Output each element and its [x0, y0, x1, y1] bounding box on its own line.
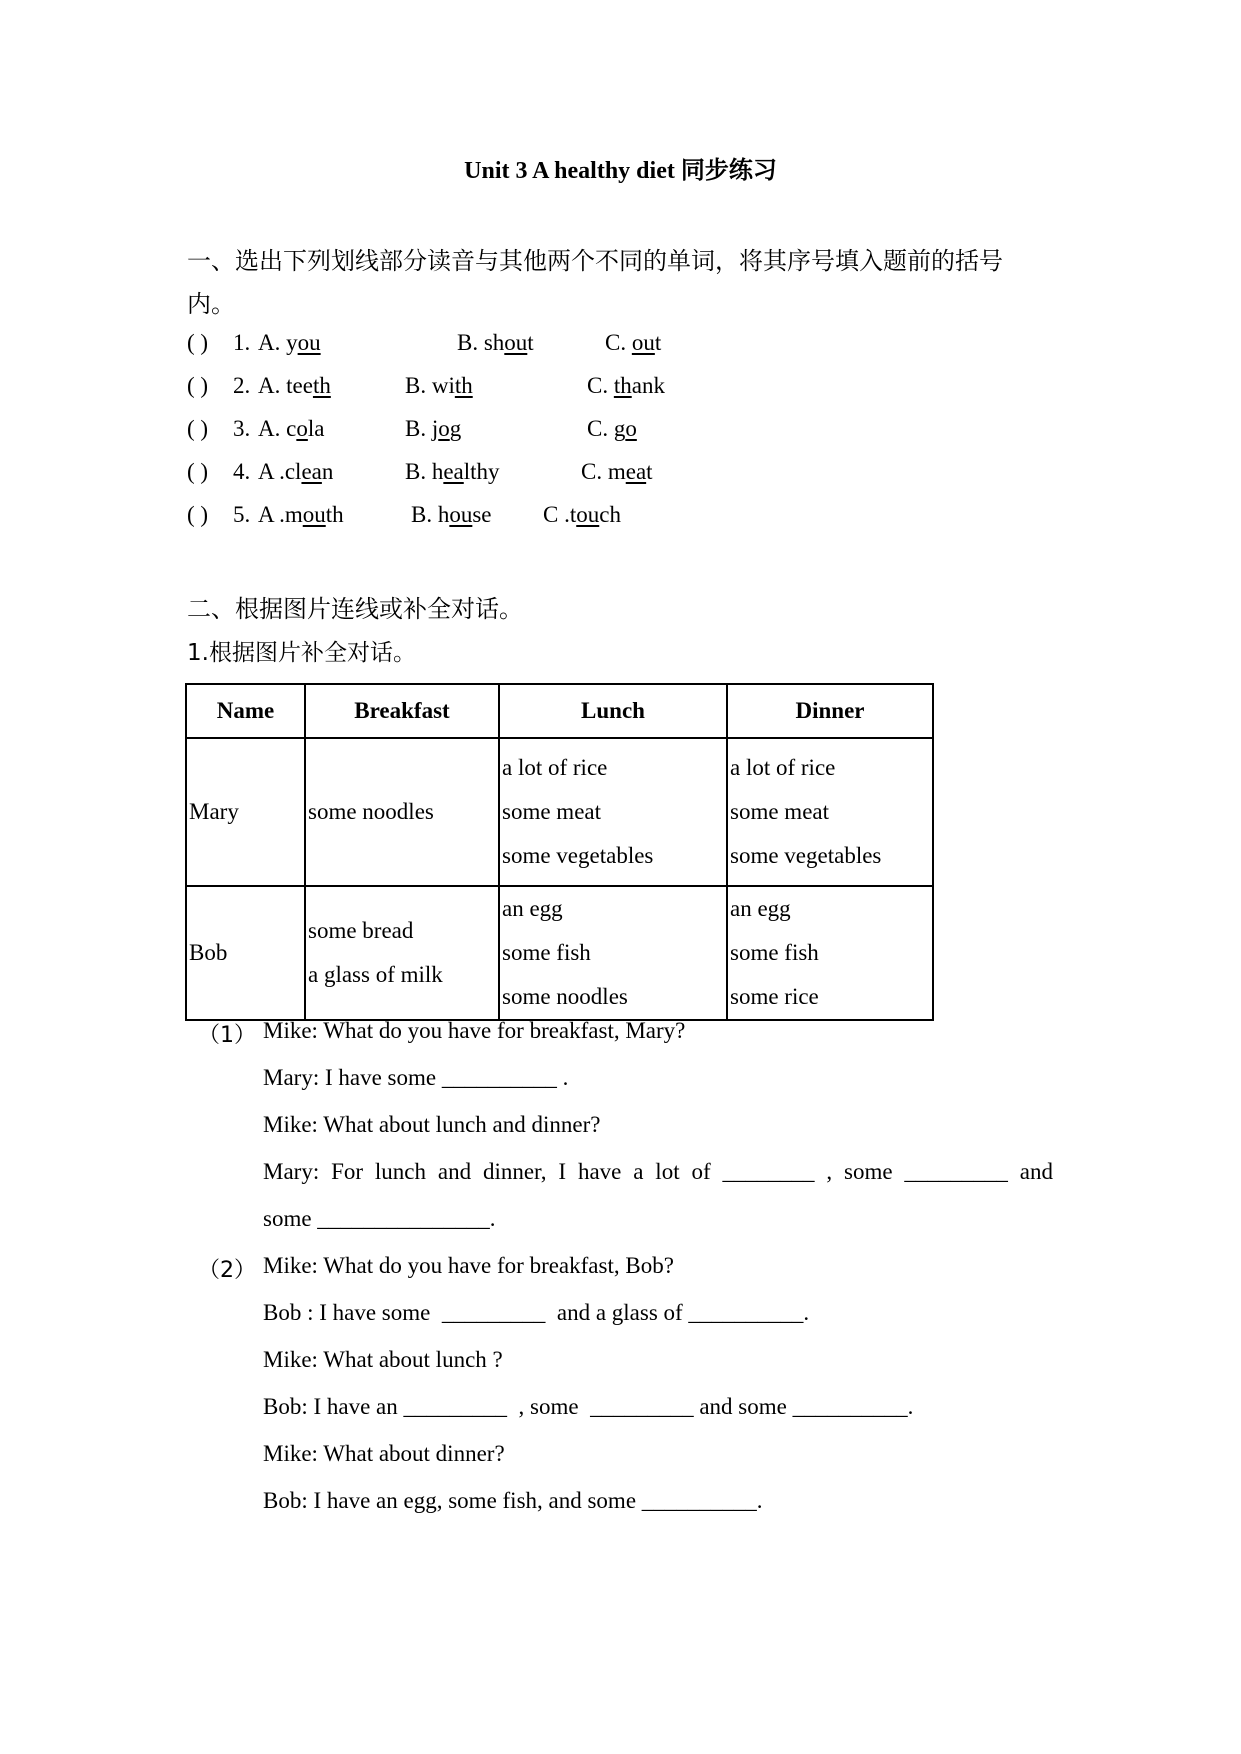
section1-heading-line1: 一、选出下列划线部分读音与其他两个不同的单词，将其序号填入题前的括号	[187, 247, 1003, 275]
option-c: C .touch	[543, 502, 621, 527]
question-number: 3.	[233, 416, 251, 441]
meal-table	[185, 683, 934, 1021]
dialog1-number: （1）	[198, 1023, 256, 1048]
dialog-line: Mike: What about dinner?	[263, 1441, 505, 1466]
underlined-letters: o	[438, 416, 450, 441]
column-header-lunch: Lunch	[499, 684, 727, 738]
cell-name: Mary	[186, 738, 305, 886]
option-b: B. house	[411, 502, 492, 527]
table-row	[186, 886, 933, 1020]
underlined-letters: ou	[631, 330, 655, 355]
column-header-name: Name	[186, 684, 305, 738]
cell-breakfast: some noodles	[305, 738, 499, 886]
option-c: C. out	[605, 330, 662, 355]
dialog-line[interactable]: Bob: I have an egg, some fish, and some __________.	[263, 1488, 763, 1513]
dialog-line: Mike: What do you have for breakfast, Bob?	[263, 1253, 674, 1278]
section2-sub-heading: 1.根据图片补全对话。	[187, 640, 416, 666]
question-number: 1.	[233, 330, 251, 355]
column-header-dinner: Dinner	[727, 684, 933, 738]
option-a: A .mouth	[258, 502, 344, 527]
column-header-breakfast: Breakfast	[305, 684, 499, 738]
cell-name: Bob	[186, 886, 305, 1020]
dialog-line[interactable]: Mary: I have some __________ .	[263, 1065, 569, 1090]
option-b: B. healthy	[405, 459, 500, 484]
dialog2-number: （2）	[198, 1258, 256, 1283]
underlined-letters: ou	[576, 502, 600, 527]
cell-lunch: a lot of rice some meat some vegetables	[499, 738, 727, 886]
cell-dinner: a lot of rice some meat some vegetables	[727, 738, 933, 886]
option-a: A. you	[258, 330, 321, 355]
option-b: B. jog	[405, 416, 462, 441]
option-c: C. meat	[581, 459, 653, 484]
page-title: Unit 3 A healthy diet 同步练习	[464, 158, 777, 184]
cell-lunch: an egg some fish some noodles	[499, 886, 727, 1020]
underlined-letters: o	[296, 416, 308, 441]
answer-bracket[interactable]: ( )	[187, 373, 209, 398]
underlined-letters: ea	[625, 459, 647, 484]
option-c: C. thank	[587, 373, 665, 398]
underlined-letters: ou	[504, 330, 528, 355]
underlined-letters: ou	[297, 330, 321, 355]
option-b: B. shout	[457, 330, 534, 355]
answer-bracket[interactable]: ( )	[187, 416, 209, 441]
option-b: B. with	[405, 373, 473, 398]
table-header-row	[186, 684, 933, 738]
dialog-line: Mike: What about lunch and dinner?	[263, 1112, 601, 1137]
cell-dinner: an egg some fish some rice	[727, 886, 933, 1020]
option-c: C. go	[587, 416, 637, 441]
section2-heading: 二、根据图片连线或补全对话。	[187, 595, 523, 623]
dialog-line[interactable]: Mary: For lunch and dinner, I have a lot of ________ , some _________ and	[263, 1159, 1053, 1184]
question-number: 2.	[233, 373, 251, 398]
section1-heading-line2: 内。	[187, 290, 235, 318]
underlined-letters: th	[312, 373, 331, 398]
table-row	[186, 738, 933, 886]
underlined-letters: ea	[301, 459, 322, 484]
question-number: 4.	[233, 459, 251, 484]
dialog-line[interactable]: some _______________.	[263, 1206, 496, 1231]
underlined-letters: th	[454, 373, 473, 398]
underlined-letters: ou	[302, 502, 326, 527]
underlined-letters: th	[613, 373, 632, 398]
cell-breakfast: some bread a glass of milk	[305, 886, 499, 1020]
option-a: A. cola	[258, 416, 325, 441]
dialog-line: Mike: What about lunch ?	[263, 1347, 503, 1372]
answer-bracket[interactable]: ( )	[187, 330, 209, 355]
answer-bracket[interactable]: ( )	[187, 459, 209, 484]
underlined-letters: ea	[443, 459, 464, 484]
answer-bracket[interactable]: ( )	[187, 502, 209, 527]
dialog-line: Mike: What do you have for breakfast, Mary?	[263, 1018, 686, 1043]
option-a: A. teeth	[258, 373, 331, 398]
question-number: 5.	[233, 502, 251, 527]
dialog-line[interactable]: Bob: I have an _________ , some _________ and some __________.	[263, 1394, 914, 1419]
underlined-letters: ou	[449, 502, 473, 527]
underlined-letters: o	[625, 416, 637, 441]
option-a: A .clean	[258, 459, 334, 484]
dialog-line[interactable]: Bob : I have some _________ and a glass of __________.	[263, 1300, 810, 1325]
